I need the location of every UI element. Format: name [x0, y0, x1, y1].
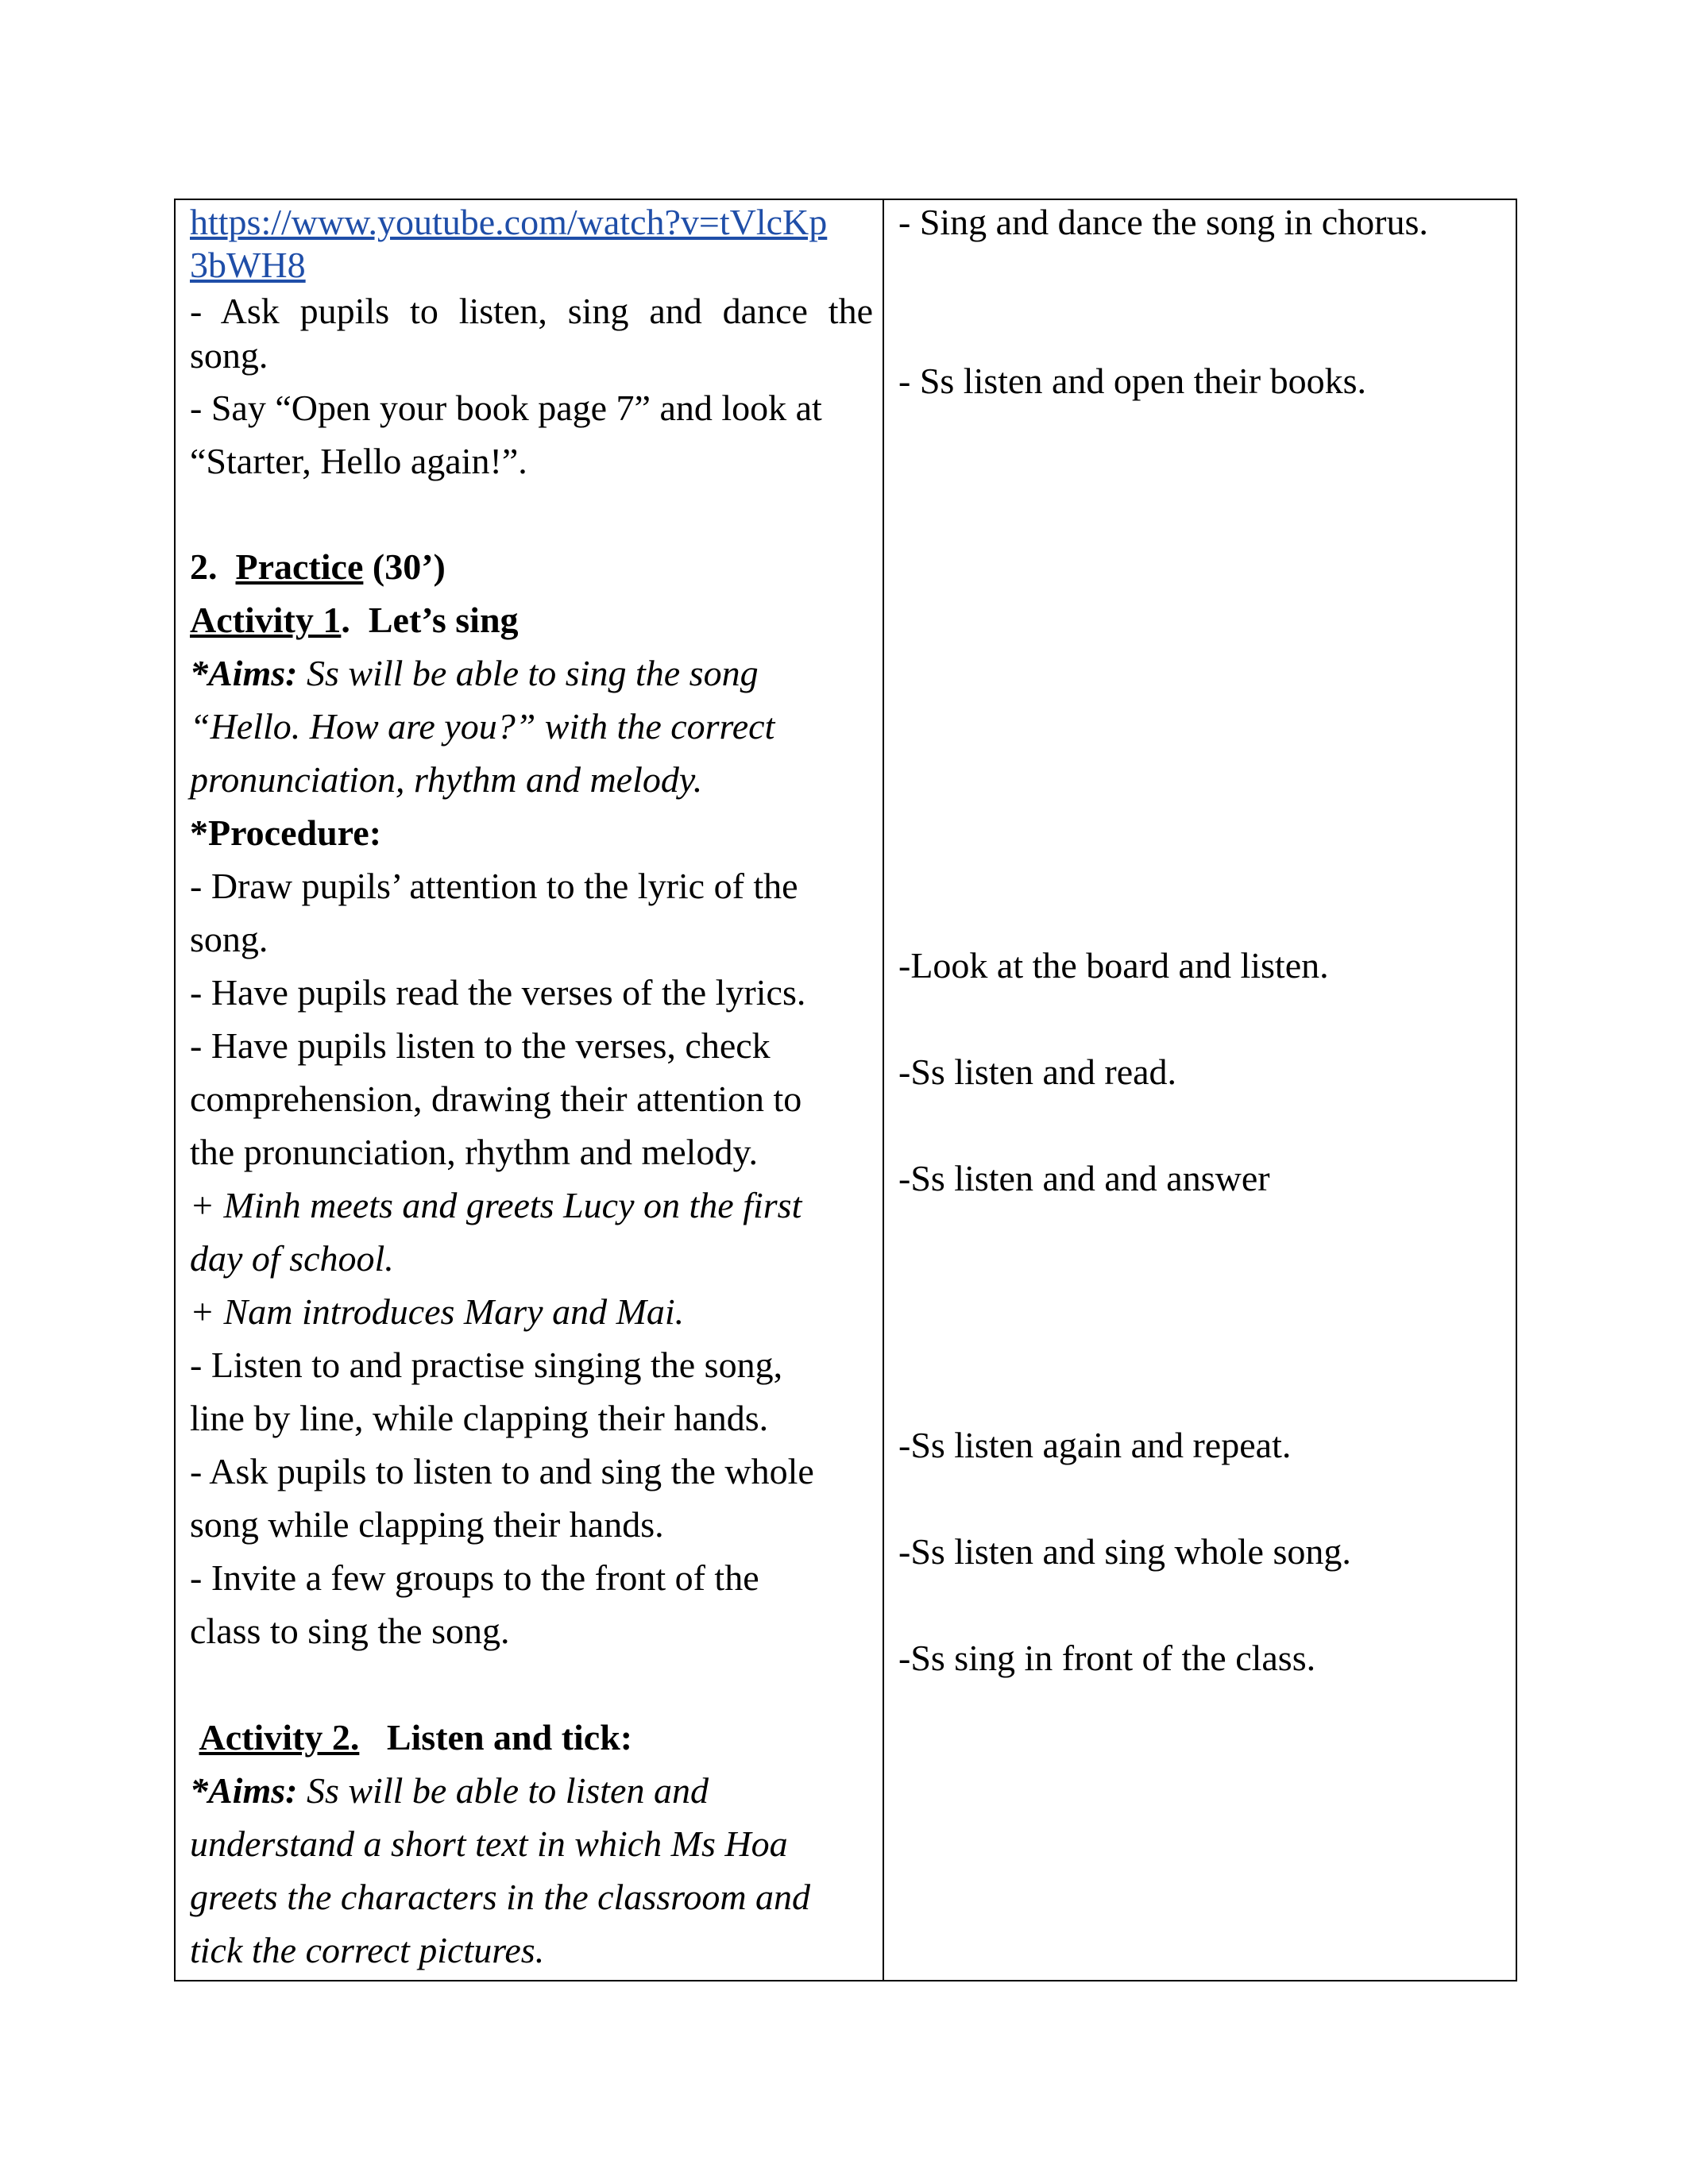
- pupil-response: -Ss listen and read.: [898, 1051, 1177, 1092]
- procedure-step: line by line, while clapping their hands.: [190, 1398, 769, 1438]
- activity2-aims-line3: greets the characters in the classroom and: [190, 1877, 811, 1917]
- procedure-step: - Invite a few groups to the front of the: [190, 1557, 759, 1598]
- practice-number: 2.: [190, 546, 218, 587]
- practice-title: Practice: [235, 546, 364, 587]
- pupil-response: - Ss listen and open their books.: [898, 361, 1366, 401]
- pupil-response: - Sing and dance the song in chorus.: [898, 202, 1428, 242]
- activity1-heading: [190, 598, 519, 642]
- activity2-title: Listen and tick:: [386, 1717, 633, 1758]
- procedure-step: comprehension, drawing their attention to: [190, 1078, 802, 1119]
- procedure-label: *Procedure:: [190, 812, 382, 853]
- column-divider: [883, 200, 884, 1980]
- procedure-step: - Draw pupils’ attention to the lyric of the: [190, 866, 798, 906]
- say-instruction-continued: “Starter, Hello again!”.: [190, 441, 527, 481]
- procedure-step: - Have pupils listen to the verses, check: [190, 1025, 771, 1066]
- activity1-aims-label: *Aims:: [190, 653, 298, 693]
- activity1-label: Activity 1: [190, 600, 342, 640]
- procedure-step: class to sing the song.: [190, 1611, 510, 1651]
- activity1-aims: [190, 651, 759, 696]
- lesson-plan-table: [174, 199, 1517, 1981]
- pupil-response: -Ss sing in front of the class.: [898, 1638, 1316, 1678]
- activity1-aims-line2: “Hello. How are you?” with the correct: [190, 706, 775, 747]
- pupil-response: -Look at the board and listen.: [898, 945, 1329, 986]
- activity2-aims: [190, 1769, 709, 1813]
- youtube-link-continued[interactable]: 3bWH8: [190, 245, 306, 285]
- activity2-aims-label: *Aims:: [190, 1770, 298, 1811]
- example-line: + Nam introduces Mary and Mai.: [190, 1291, 685, 1332]
- pupil-response: -Ss listen and sing whole song.: [898, 1531, 1351, 1572]
- activity2-label: Activity 2.: [199, 1717, 360, 1758]
- activity1-aims-line3: pronunciation, rhythm and melody.: [190, 759, 703, 800]
- activity1-title: Let’s sing: [368, 600, 519, 640]
- ask-instruction-continued: song.: [190, 335, 268, 376]
- procedure-step: song.: [190, 919, 268, 959]
- ask-instruction: - Ask pupils to listen, sing and dance the: [190, 291, 873, 331]
- say-instruction: - Say “Open your book page 7” and look at: [190, 388, 822, 428]
- example-line: + Minh meets and greets Lucy on the first: [190, 1185, 802, 1225]
- activity1-aims-text: Ss will be able to sing the song: [297, 653, 759, 693]
- activity2-heading: [190, 1715, 632, 1760]
- activity2-aims-text: Ss will be able to listen and: [297, 1770, 709, 1811]
- practice-heading: [190, 545, 446, 589]
- activity1-dot: .: [341, 600, 350, 640]
- procedure-step: the pronunciation, rhythm and melody.: [190, 1132, 758, 1172]
- activity2-aims-line4: tick the correct pictures.: [190, 1930, 545, 1970]
- pupil-response: -Ss listen again and repeat.: [898, 1425, 1292, 1465]
- procedure-step: - Ask pupils to listen to and sing the whole: [190, 1451, 814, 1491]
- procedure-step: - Have pupils read the verses of the lyrics.: [190, 972, 806, 1013]
- example-line: day of school.: [190, 1238, 394, 1279]
- pupil-response: -Ss listen and and answer: [898, 1158, 1270, 1198]
- activity2-aims-line2: understand a short text in which Ms Hoa: [190, 1823, 788, 1864]
- practice-time: (30’): [372, 546, 446, 587]
- youtube-link[interactable]: https://www.youtube.com/watch?v=tVlcKp: [190, 202, 828, 242]
- procedure-step: - Listen to and practise singing the song,: [190, 1345, 783, 1385]
- procedure-step: song while clapping their hands.: [190, 1504, 664, 1545]
